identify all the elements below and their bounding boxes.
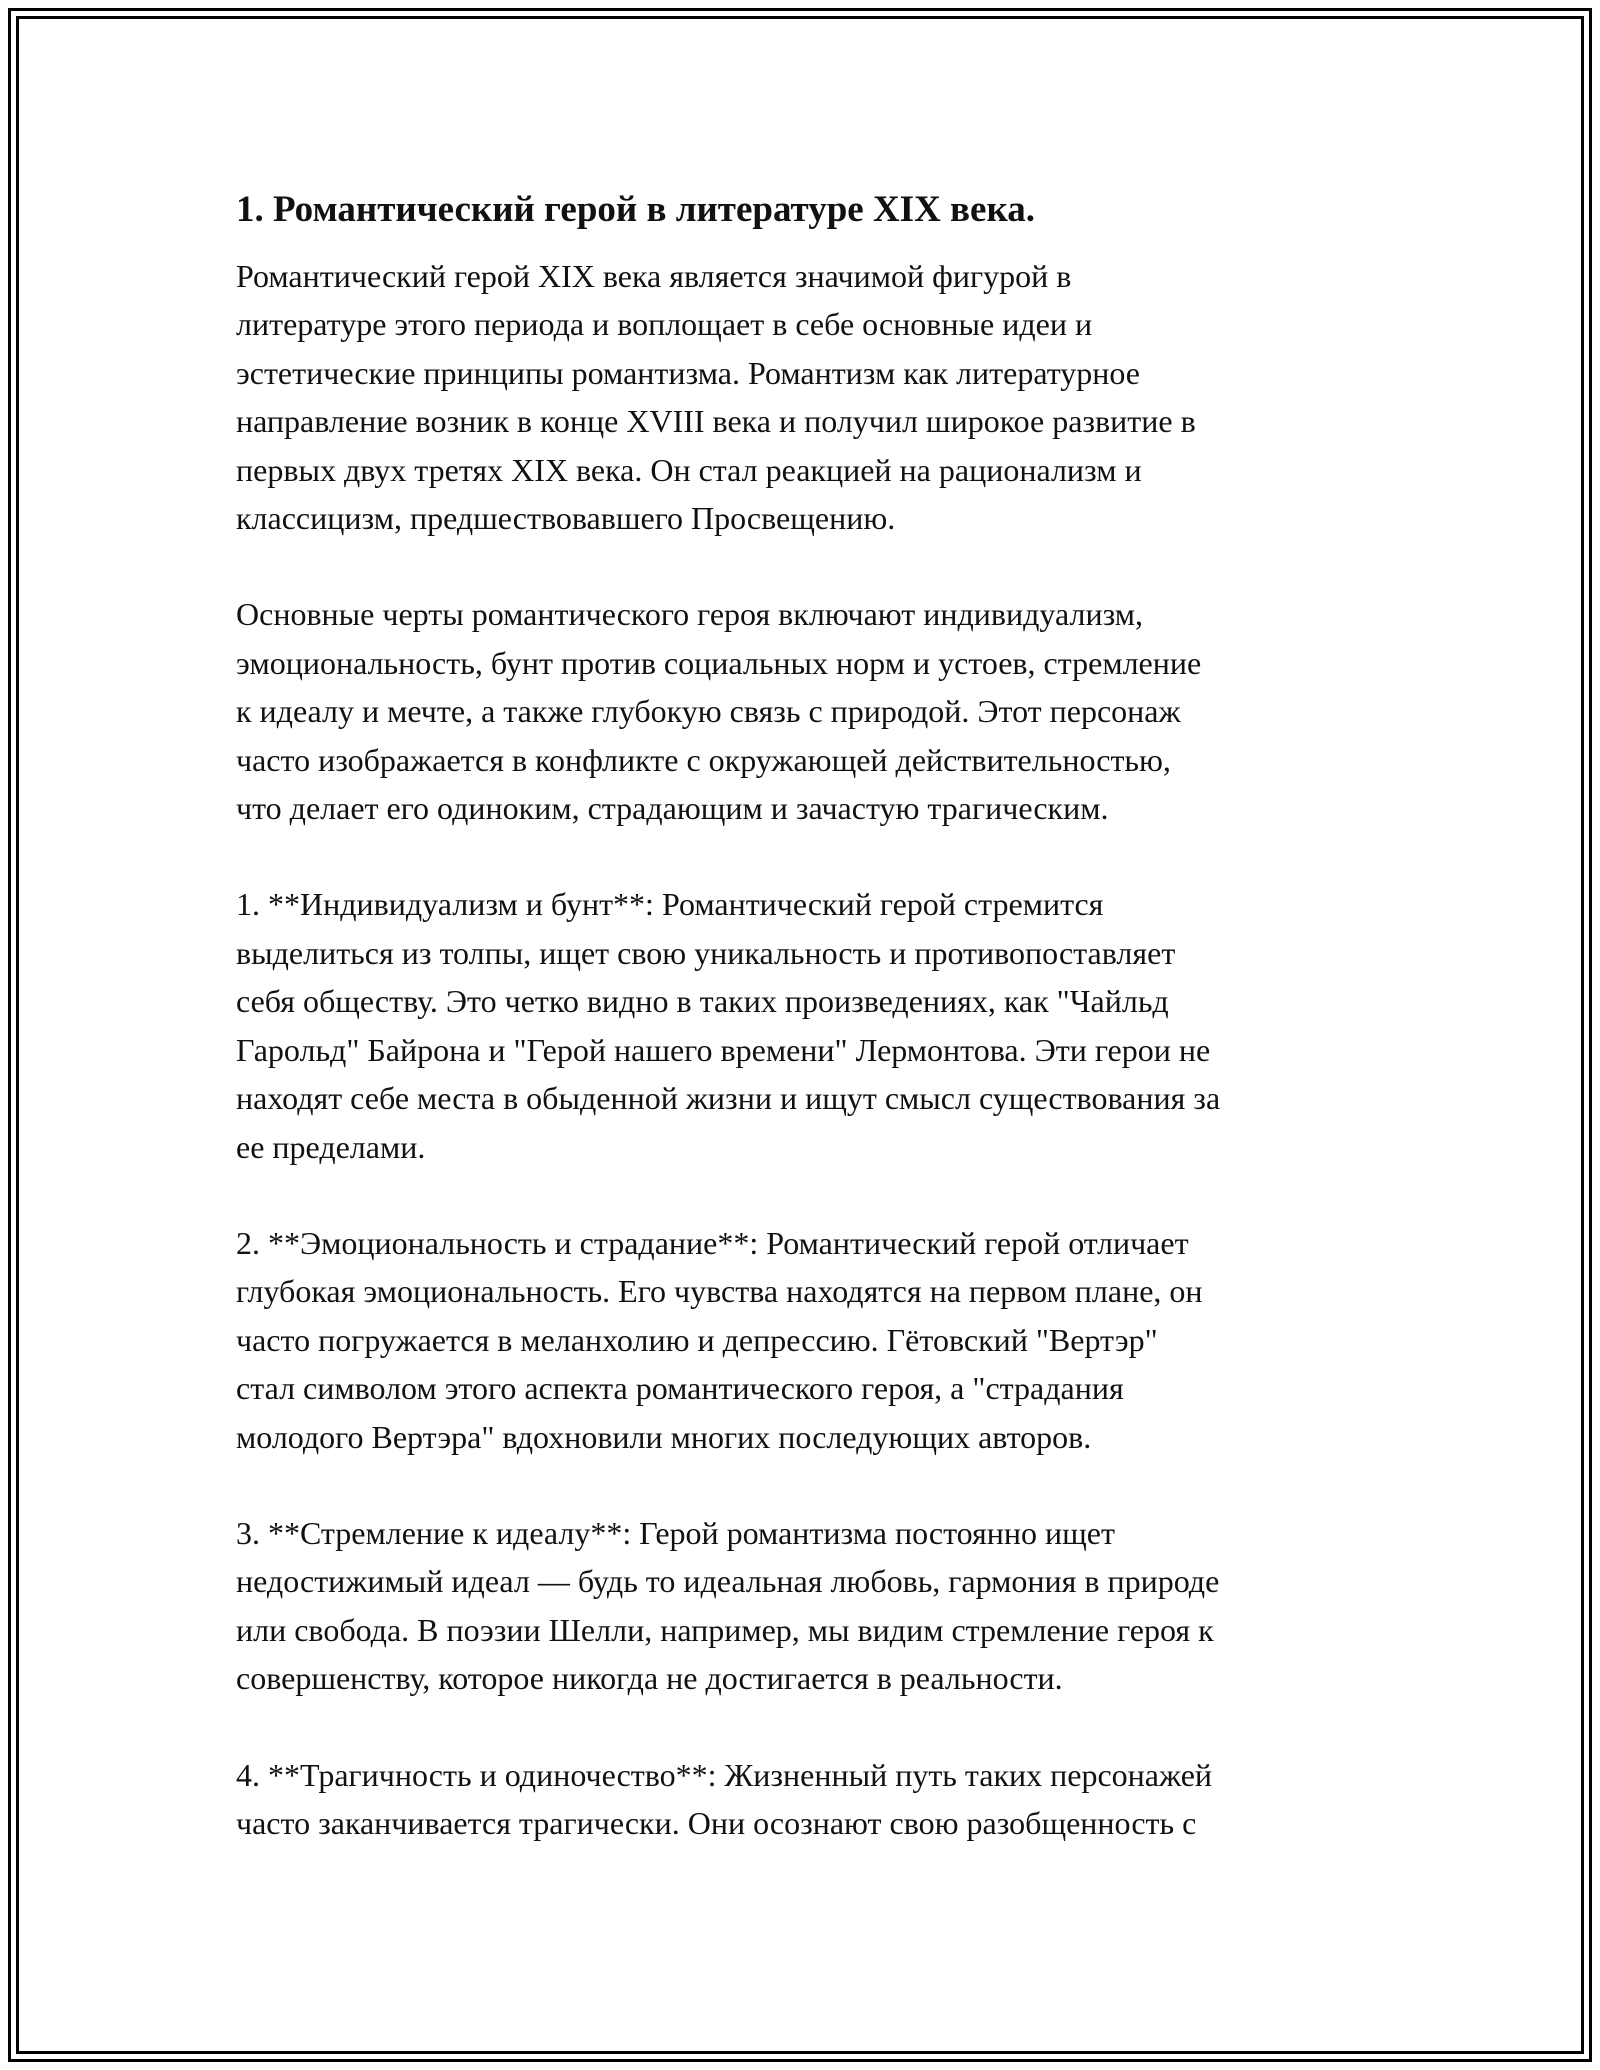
paragraph-ideal: 3. **Стремление к идеалу**: Герой романтизма постоянно ищет недостижимый идеал — будь то идеальная любовь, гармония в природе или свобода. В поэзии Шелли, например, мы видим стремление героя к совершенству, которое никогда не достигается в реальности. <box>236 1514 1220 1697</box>
paragraph-emotionality: 2. **Эмоциональность и страдание**: Романтический герой отличает глубокая эмоциональность. Его чувства находятся на первом плане, он часто погружается в меланхолию и депрессию. Гётовский "Вертэр" стал символом этого аспекта романтического героя, а "страдания молодого Вертэра" вдохновили многих последующих авторов. <box>236 1224 1203 1455</box>
paragraph-main-traits: Основные черты романтического героя включают индивидуализм, эмоциональность, бунт против социальных норм и устоев, стремление к идеалу и мечте, а также глубокую связь с природой. Этот персонаж часто изображается в конфликте с окружающей действительностью, что делает его одиноким, страдающим и зачастую трагическим. <box>236 596 1202 827</box>
document-title: 1. Романтический герой в литературе XIX века. <box>236 189 1035 230</box>
document-body <box>236 186 1376 1895</box>
paragraph-tragedy: 4. **Трагичность и одиночество**: Жизненный путь таких персонажей часто заканчивается трагически. Они осознают свою разобщенность с <box>236 1756 1213 1841</box>
paragraph-intro: Романтический герой XIX века является значимой фигурой в литературе этого периода и воплощает в себе основные идеи и эстетические принципы романтизма. Романтизм как литературное направление возник в конце XVIII века и получил широкое развитие в первых двух третях XIX века. Он стал реакцией на рационализм и классицизм, предшествовавшего Просвещению. <box>236 258 1196 537</box>
paragraph-individualism: 1. **Индивидуализм и бунт**: Романтический герой стремится выделиться из толпы, ищет свою уникальность и противопоставляет себя обществу. Это четко видно в таких произведениях, как "Чайльд Гарольд" Байрона и "Герой нашего времени" Лермонтова. Эти герои не находят себе места в обыденной жизни и ищут смысл существования за ее пределами. <box>236 886 1221 1165</box>
